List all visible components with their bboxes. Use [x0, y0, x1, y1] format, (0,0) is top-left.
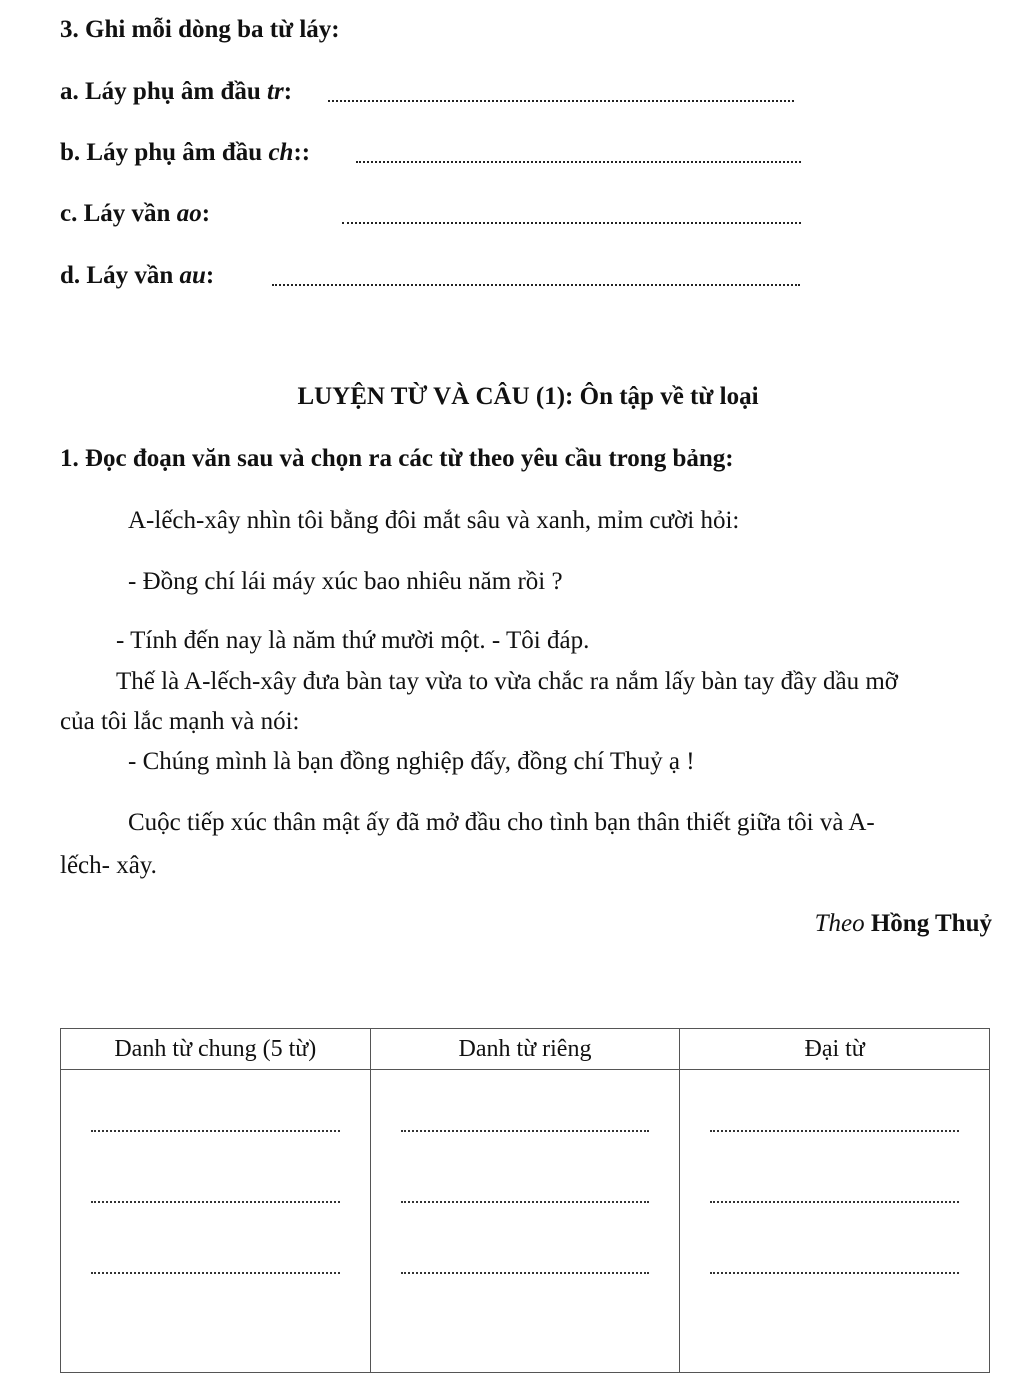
passage-line-1: A-lếch-xây nhìn tôi bằng đôi mắt sâu và xanh, mỉm cười hỏi:: [128, 507, 740, 534]
passage-line-5: của tôi lắc mạnh và nói:: [60, 708, 300, 735]
exercise-3-item-a: [60, 78, 800, 110]
exercise-3-title: 3. Ghi mỗi dòng ba từ láy:: [60, 16, 340, 43]
item-b-label: b. Láy phụ âm đầu ch::: [60, 139, 311, 166]
answer-blank-a[interactable]: [328, 100, 794, 102]
answer-blank[interactable]: [710, 1272, 959, 1274]
answer-blank[interactable]: [91, 1130, 340, 1132]
attribution-prefix: Theo: [814, 910, 865, 937]
attribution: [815, 910, 992, 938]
answer-blank[interactable]: [710, 1130, 959, 1132]
answer-blank-c[interactable]: [342, 222, 801, 224]
answer-table: [60, 1028, 990, 1373]
passage-line-3: - Tính đến nay là năm thứ mười một. - Tôi đáp.: [116, 627, 590, 654]
answer-blank[interactable]: [710, 1201, 959, 1203]
answer-blank[interactable]: [401, 1130, 650, 1132]
passage-line-8: lếch- xây.: [60, 852, 157, 879]
header-proper-nouns: Danh từ riêng: [370, 1029, 680, 1070]
answer-cell-proper-nouns: [370, 1070, 680, 1373]
answer-cell-common-nouns: [61, 1070, 371, 1373]
answer-cell-pronouns: [680, 1070, 990, 1373]
item-a-label: a. Láy phụ âm đầu tr:: [60, 78, 293, 105]
answer-blank-d[interactable]: [272, 284, 800, 286]
exercise-1-title: 1. Đọc đoạn văn sau và chọn ra các từ theo yêu cầu trong bảng:: [60, 445, 734, 472]
answer-blank[interactable]: [91, 1201, 340, 1203]
passage-line-4: Thế là A-lếch-xây đưa bàn tay vừa to vừa chắc ra nắm lấy bàn tay đầy dầu mỡ: [116, 668, 899, 695]
answer-blank-b[interactable]: [356, 161, 801, 163]
attribution-author: Hồng Thuỷ: [870, 910, 992, 937]
exercise-3-item-d: [60, 262, 805, 294]
table-answer-row: [61, 1070, 990, 1373]
table-header-row: [61, 1029, 990, 1070]
exercise-3-item-c: [60, 200, 805, 232]
section-title: LUYỆN TỪ VÀ CÂU (1): Ôn tập về từ loại: [297, 383, 759, 410]
exercise-3-item-b: [60, 139, 805, 171]
passage-line-7: Cuộc tiếp xúc thân mật ấy đã mở đầu cho tình bạn thân thiết giữa tôi và A-: [128, 809, 875, 836]
header-common-nouns: Danh từ chung (5 từ): [61, 1029, 371, 1070]
answer-blank[interactable]: [91, 1272, 340, 1274]
item-d-label: d. Láy vần au:: [60, 262, 215, 289]
answer-blank[interactable]: [401, 1201, 650, 1203]
answer-blank[interactable]: [401, 1272, 650, 1274]
header-pronouns: Đại từ: [680, 1029, 990, 1070]
passage-line-2: - Đồng chí lái máy xúc bao nhiêu năm rồi ?: [128, 568, 563, 595]
passage-line-6: - Chúng mình là bạn đồng nghiệp đấy, đồng chí Thuỷ ạ !: [128, 748, 695, 775]
item-c-label: c. Láy vần ao:: [60, 200, 211, 227]
